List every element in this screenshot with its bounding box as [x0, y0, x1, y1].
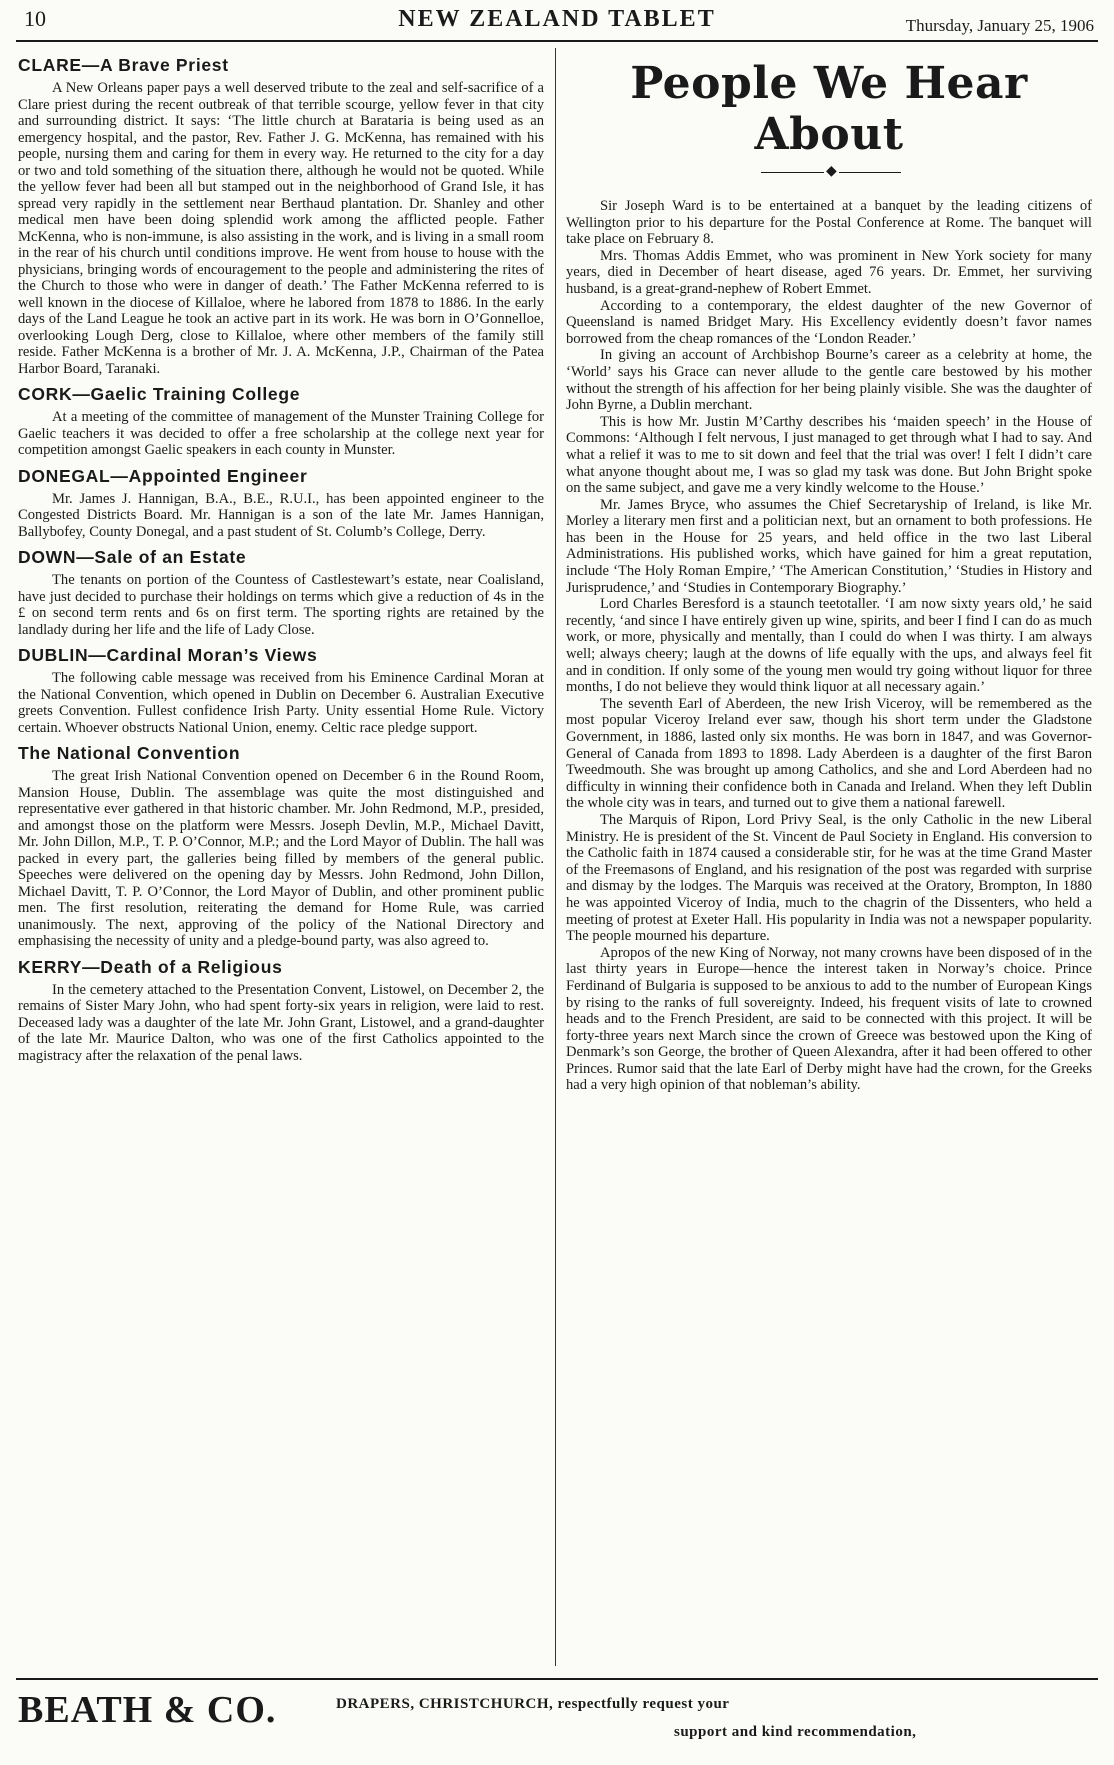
issue-date: Thursday, January 25, 1906: [905, 16, 1094, 35]
section-heading: The National Convention: [18, 743, 241, 763]
right-column: [566, 48, 1092, 1666]
section-body: The tenants on portion of the Countess of Castlestewart’s estate, near Coalisland, have just decided to purchase their holdings on terms which give a reduction of 4s in the £ on second term rents and 6s on first term. The sporting rights are retained by the landlady during her life and the life of Lady Close.: [18, 572, 544, 638]
paragraph: Apropos of the new King of Norway, not many crowns have been disposed of in the last thirty years in Europe—hence the interest taken in Norway’s choice. Prince Ferdinand of Bulgaria is supposed to be anxious to add to the number of European Kings by rising to the ranks of full sovereignty. Indeed, his frequent visits of late to crowned heads and to the French President, are said to be connected with this project. It will be forty-three years next March since the crown of Greece was bestowed upon the King of Denmark’s son George, the brother of Queen Alexandra, after it had been offered to other Princes. Rumor said that the late Earl of Derby might have had the crown, for the Greeks had a very high opinion of that nobleman’s ability.: [566, 944, 1092, 1094]
section-body: Mr. James J. Hannigan, B.A., B.E., R.U.I., has been appointed engineer to the Congested Districts Board. Mr. Hannigan is a son of the late Mr. James Hannigan, Ballybofey, County Donegal, and a past student of St. Columb’s College, Derry.: [18, 490, 544, 540]
section-heading: KERRY—Death of a Religious: [18, 956, 283, 977]
section-down: [18, 546, 544, 638]
section-heading: DOWN—Sale of an Estate: [18, 547, 247, 567]
paragraph: This is how Mr. Justin M’Carthy describes his ‘maiden speech’ in the House of Commons: ‘Although I felt nervous, I just managed to get through what I had to say. And what a relief it was to me to sit down and feel that the trial was over! I felt I didn’t care what anyone thought about me, I was so glad my task was done. But John Bright spoke on the same subject, and gave me a very kindly welcome to the House.’: [566, 413, 1092, 497]
section-heading: DUBLIN—Cardinal Moran’s Views: [18, 645, 318, 665]
section-heading: DONEGAL—Appointed Engineer: [18, 465, 308, 486]
paragraph: The Marquis of Ripon, Lord Privy Seal, is the only Catholic in the new Liberal Ministry. He is president of the St. Vincent de Paul Society in England. His conversion to the Catholic faith in 1874 caused a considerable stir, for he was at the time Grand Master of the Freemasons of England, and his resignation of the post was regarded with surprise and dismay by the lodges. The Marquis was received at the Oratory, Brompton, In 1880 he was appointed Viceroy of India, much to the chagrin of the Dissenters, who held a meeting of protest at Exeter Hall. His popularity in India was not a newspaper popularity. The people mourned his departure.: [566, 811, 1092, 945]
advertisement-footer: [16, 1678, 1098, 1760]
section-donegal: [18, 465, 544, 541]
left-column: [18, 48, 544, 1666]
column-divider: [555, 48, 556, 1666]
paragraph: The seventh Earl of Aberdeen, the new Irish Viceroy, will be remembered as the most popular Viceroy Ireland ever saw, though his short term under the Gladstone Government, in 1886, lasted only six months. He was born in 1847, and was Governor-General of Canada from 1893 to 1898. Lady Aberdeen is a daughter of the first Baron Tweedmouth. She was brought up among Catholics, and she and Lord Aberdeen had no difficulty in winning their confidence both in Canada and Ireland. When they left Dublin the whole city was in tears, and turned out to give them a national farewell.: [566, 695, 1092, 812]
ad-text-line-1: DRAPERS, CHRISTCHURCH, respectfully request your: [336, 1696, 730, 1712]
masthead: [16, 4, 1098, 42]
section-body: A New Orleans paper pays a well deserved tribute to the zeal and self-sacrifice of a Clare priest during the recent outbreak of that terrible scourge, yellow fever in that city and surrounding district. It says: ‘The little church at Barataria is being used as an emergency hospital, and the pastor, Rev. Father J. G. McKenna, has remained with his people, nursing them and caring for them in every way. He returned to the city for a day or two and told something of the situation there, although he would not be quoted. While the yellow fever had been all but stamped out in the neighborhood of Grand Isle, it has spread very rapidly in the settlement near Berthaud plantation. Dr. Shanley and other medical men have been doing splendid work among the afflicted people. Father McKenna, who is non-immune, is also assisting in the work, and is living in a small room in the rear of his church until conditions improve. He went from house to house with the physicians, bringing words of encouragement to the people and administering the rites of the Church to those who were in danger of death.’ The Father McKenna referred to is well known in the diocese of Killaloe, where he labored from 1878 to 1886. In the early days of the Land League he took an active part in its work. He was born in O’Gonnelloe, overlooking Lough Derg, close to Killaloe, where other members of the family still reside. Father McKenna is a brother of Mr. J. A. McKenna, J.P., Chairman of the Patea Harbor Board, Taranaki.: [18, 80, 544, 377]
page-number: 10: [24, 6, 46, 31]
paragraph: Mrs. Thomas Addis Emmet, who was prominent in New York society for many years, died in December of heart disease, aged 76 years. Dr. Emmet, her surviving husband, is a great-grand-nephew of Robert Emmet.: [566, 247, 1092, 297]
paragraph: According to a contemporary, the eldest daughter of the new Governor of Queensland is named Bridget Mary. His Excellency evidently doesn’t favor names borrowed from the cheap romances of the ‘London Reader.’: [566, 297, 1092, 347]
section-kerry: [18, 956, 544, 1065]
section-cork: [18, 383, 544, 459]
column-title: People We Hear About: [630, 58, 1028, 160]
diamond-icon: ◆: [826, 164, 837, 179]
section-heading: CORK—Gaelic Training College: [18, 384, 301, 404]
newspaper-title: NEW ZEALAND TABLET: [398, 6, 716, 32]
paragraph: Lord Charles Beresford is a staunch teetotaller. ‘I am now sixty years old,’ he said recently, ‘and since I have entirely given up wine, spirits, and beer I find I can do as much work, or more, physically and mentally, than I could do when I was thirty. I am always well; always cheery; laugh at the downs of life equally with the ups, and always feel fit and in condition. If only some of the young men would try going without liquor for three months, I do not believe they would think liquor at all necessary again.’: [566, 596, 1092, 696]
section-clare: [18, 54, 544, 377]
section-body: The great Irish National Convention opened on December 6 in the Round Room, Mansion House, Dublin. The assemblage was quite the most distinguished and representative ever gathered in that historic chamber. Mr. John Redmond, M.P., presided, and amongst those on the platform were Messrs. Joseph Devlin, M.P., Michael Davitt, Mr. John Dillon, M.P., T. P. O’Connor, M.P.; and the Lord Mayor of Dublin. The hall was packed in every part, the galleries being filled by members of the general public. Speeches were delivered on the opening day by Messrs. John Redmond, John Dillon, Michael Davitt, T. P. O’Connor, the Lord Mayor of Dublin, and other prominent public men. The first resolution, reiterating the demand for Home Rule, was carried unanimously. The next, approving of the policy of the National Directory and emphasising the necessity of unity and a pledge-bound party, was also agreed to.: [18, 768, 544, 949]
ad-text-line-2: support and kind recommendation,: [674, 1724, 917, 1740]
advertiser-name: BEATH & CO.: [18, 1689, 277, 1731]
paragraph: Sir Joseph Ward is to be entertained at a banquet by the leading citizens of Wellington prior to his departure for the Postal Conference at Rome. The banquet will take place on February 8.: [566, 198, 1092, 248]
section-body: The following cable message was received from his Eminence Cardinal Moran at the National Convention, which opened in Dublin on December 6. Australian Executive greets Convention. Fullest confidence Irish Party. Unity essential Home Rule. Victory certain. Whoever obstructs National Union, enemy. Celtic race pledge support.: [18, 670, 544, 736]
section-body: In the cemetery attached to the Presentation Convent, Listowel, on December 2, the remains of Sister Mary John, who had spent forty-six years in religion, were laid to rest. Deceased lady was a daughter of the late Mr. John Grant, Listowel, and a grand-daughter of the late Mr. Maurice Dalton, who was one of the first Catholics appointed to the magistracy after the relaxation of the penal laws.: [18, 981, 544, 1064]
title-ornament: [566, 164, 1092, 180]
section-heading: CLARE—A Brave Priest: [18, 55, 229, 75]
section-national-convention: [18, 742, 544, 950]
section-dublin: [18, 644, 544, 736]
paragraph: Mr. James Bryce, who assumes the Chief Secretaryship of Ireland, is like Mr. Morley a literary men first and a politician next, but an ornament to both professions. He has been in the House for 25 years, and held office in the two last Liberal Administrations. His published works, which have gained for him a great reputation, include ‘The Holy Roman Empire,’ ‘The American Constitution,’ ‘Studies in History and Jurisprudence,’ and ‘Studies in Contemporary Biography.’: [566, 496, 1092, 596]
people-paragraphs: [566, 198, 1092, 1094]
paragraph: In giving an account of Archbishop Bourne’s career as a celebrity at home, the ‘World’ says his Grace can never allude to the gentle care bestowed by his mother without the strength of his affection for her being plainly visible. She was the daughter of John Byrne, a Dublin merchant.: [566, 347, 1092, 414]
section-body: At a meeting of the committee of management of the Munster Training College for Gaelic teachers it was decided to offer a free scholarship at the college next year for competition amongst Gaelic speakers in each county in Munster.: [18, 409, 544, 458]
